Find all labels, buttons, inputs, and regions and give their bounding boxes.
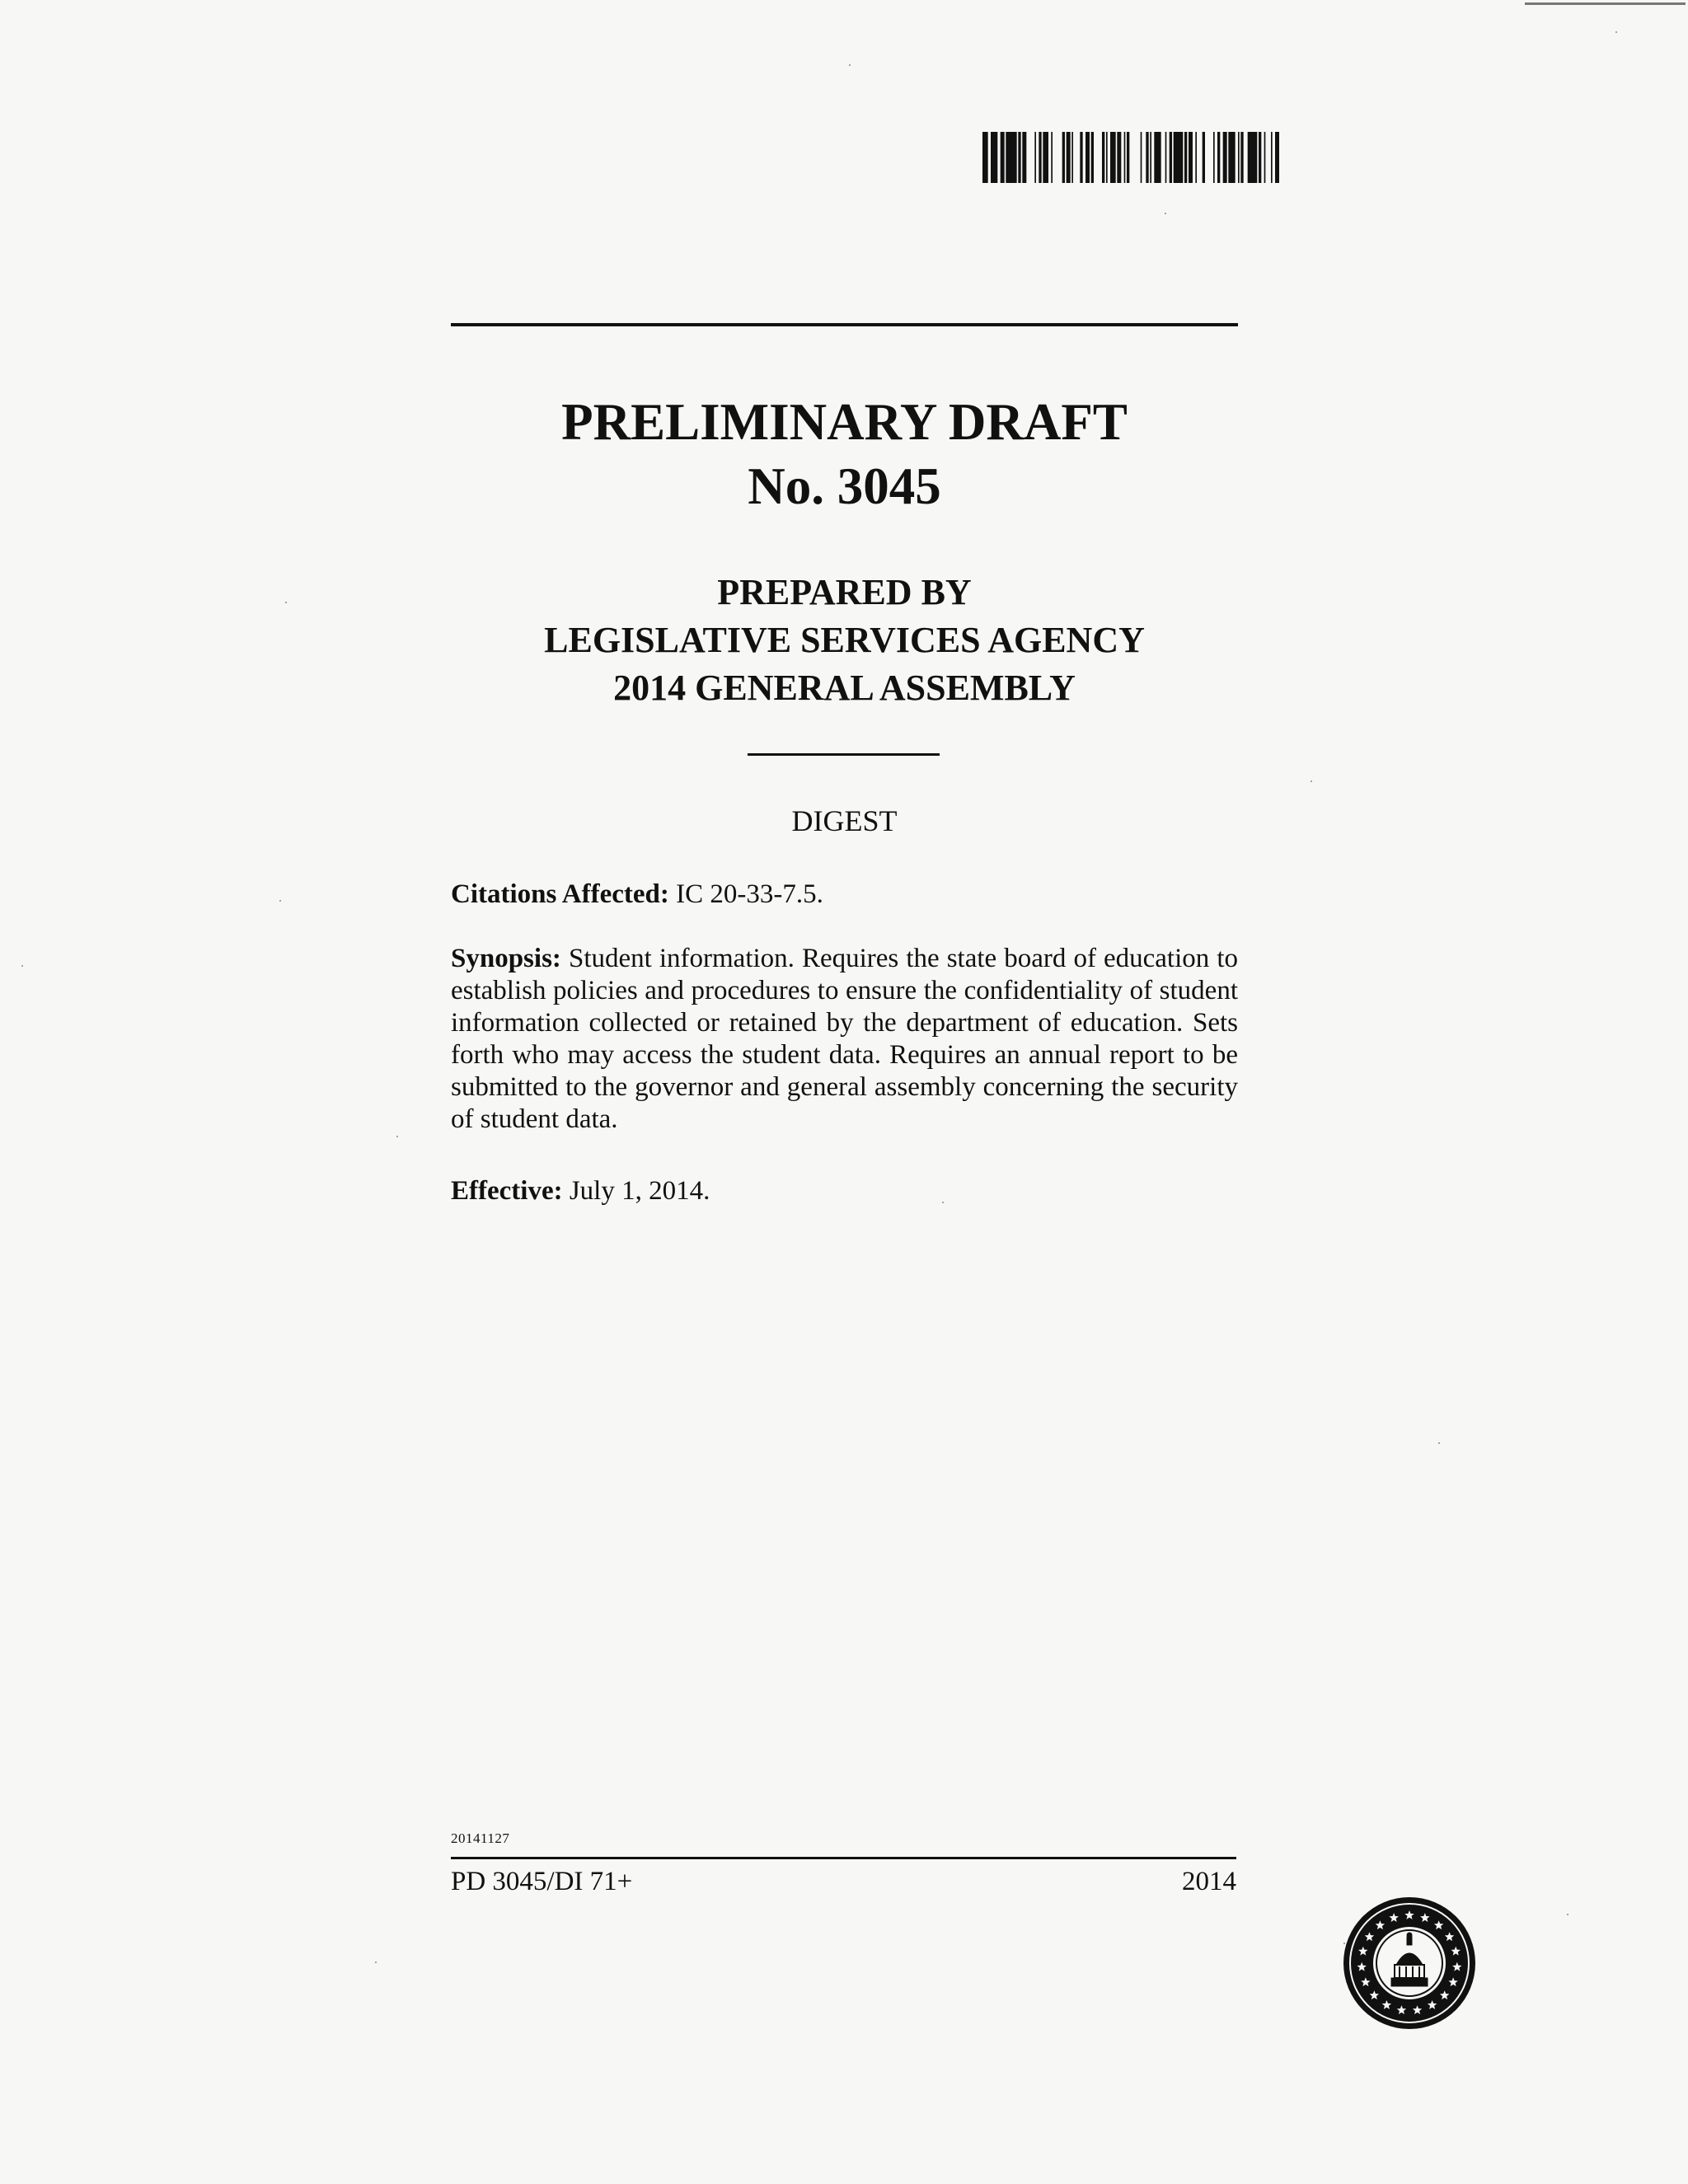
barcode-bar	[1195, 132, 1197, 183]
scan-speck	[1438, 1442, 1440, 1444]
synopsis-paragraph	[451, 943, 1238, 1136]
scan-speck	[849, 64, 851, 66]
digest-heading: DIGEST	[791, 804, 898, 837]
scan-speck	[1343, 1943, 1345, 1944]
barcode-bar	[1106, 132, 1108, 183]
barcode-bar	[1051, 132, 1053, 183]
barcode-bar	[1217, 132, 1220, 183]
barcode-bar	[1264, 132, 1266, 183]
barcode-bar	[1091, 132, 1094, 183]
top-rule	[451, 323, 1238, 326]
barcode-icon	[982, 132, 1279, 183]
scan-speck	[942, 1202, 944, 1203]
barcode-bar	[1203, 132, 1205, 183]
effective-label: Effective:	[451, 1176, 563, 1206]
barcode-bar	[1034, 132, 1036, 183]
footer-document-code: PD 3045/DI 71+	[451, 1867, 633, 1896]
barcode-bar	[1184, 132, 1187, 183]
synopsis-text: Student information. Requires the state board of education to establish policies and procedures to ensure the confidentiality of student information collected or retained by the department of education. Sets forth who may access the student data. Requires an annual report to be submitted to the governor and general assembly concerning the security of student data.	[451, 944, 1238, 1134]
barcode-bar	[1248, 132, 1258, 183]
barcode-bar	[1080, 132, 1082, 183]
barcode-bar	[1165, 132, 1167, 183]
barcode-bar	[1154, 132, 1160, 183]
barcode-bar	[1110, 132, 1116, 183]
barcode-bar	[1127, 132, 1129, 183]
scan-speck	[1567, 1914, 1568, 1915]
footer-date-code: 20141127	[451, 1830, 510, 1846]
barcode-bar	[1043, 132, 1048, 183]
barcode-bar	[1275, 132, 1279, 183]
scan-speck	[375, 1961, 377, 1963]
scan-speck	[279, 900, 281, 902]
scan-speck	[1311, 780, 1312, 782]
agency-heading: LEGISLATIVE SERVICES AGENCY	[544, 620, 1145, 660]
barcode-bar	[1102, 132, 1104, 183]
footer-rule	[451, 1857, 1236, 1859]
barcode-bar	[1240, 132, 1243, 183]
barcode-bar	[982, 132, 988, 183]
barcode-bar	[1085, 132, 1090, 183]
scan-speck	[396, 1136, 398, 1137]
barcode-bar	[1124, 132, 1126, 183]
barcode-bar	[1062, 132, 1065, 183]
document-title: PRELIMINARY DRAFT	[561, 393, 1128, 451]
scan-speck	[1165, 213, 1166, 214]
barcode-bar	[1146, 132, 1148, 183]
barcode-bar	[1071, 132, 1073, 183]
state-seal-icon	[1342, 1896, 1477, 2031]
barcode-bar	[1039, 132, 1041, 183]
barcode-bar	[1150, 132, 1151, 183]
barcode-bar	[1001, 132, 1005, 183]
assembly-heading: 2014 GENERAL ASSEMBLY	[613, 668, 1076, 708]
section-divider	[748, 753, 940, 756]
barcode-bar	[1170, 132, 1172, 183]
barcode-bar	[1006, 132, 1016, 183]
barcode-bar	[1022, 132, 1026, 183]
barcode-bar	[1223, 132, 1227, 183]
effective-value: July 1, 2014.	[569, 1176, 710, 1206]
barcode-bar	[1271, 132, 1273, 183]
scan-edge-line	[1525, 2, 1686, 5]
scan-speck	[1615, 31, 1617, 33]
barcode-bar	[1238, 132, 1240, 183]
citations-label: Citations Affected:	[451, 879, 669, 909]
barcode-bar	[1141, 132, 1142, 183]
footer-year: 2014	[1182, 1867, 1236, 1896]
synopsis-label: Synopsis:	[451, 944, 561, 973]
barcode-bar	[1174, 132, 1184, 183]
barcode-bar	[1259, 132, 1261, 183]
barcode-bar	[1189, 132, 1193, 183]
prepared-by-heading: PREPARED BY	[717, 572, 972, 612]
draft-number: No. 3045	[748, 457, 941, 515]
barcode-bar	[991, 132, 997, 183]
scan-speck	[285, 602, 287, 603]
barcode-bar	[1213, 132, 1215, 183]
barcode-bar	[1067, 132, 1071, 183]
citations-paragraph	[451, 879, 1238, 911]
barcode-bar	[1228, 132, 1235, 183]
citations-value: IC 20-33-7.5.	[676, 879, 823, 909]
barcode-bar	[1117, 132, 1121, 183]
barcode-bar	[1018, 132, 1020, 183]
scan-speck	[21, 965, 23, 967]
effective-paragraph	[451, 1175, 1238, 1207]
